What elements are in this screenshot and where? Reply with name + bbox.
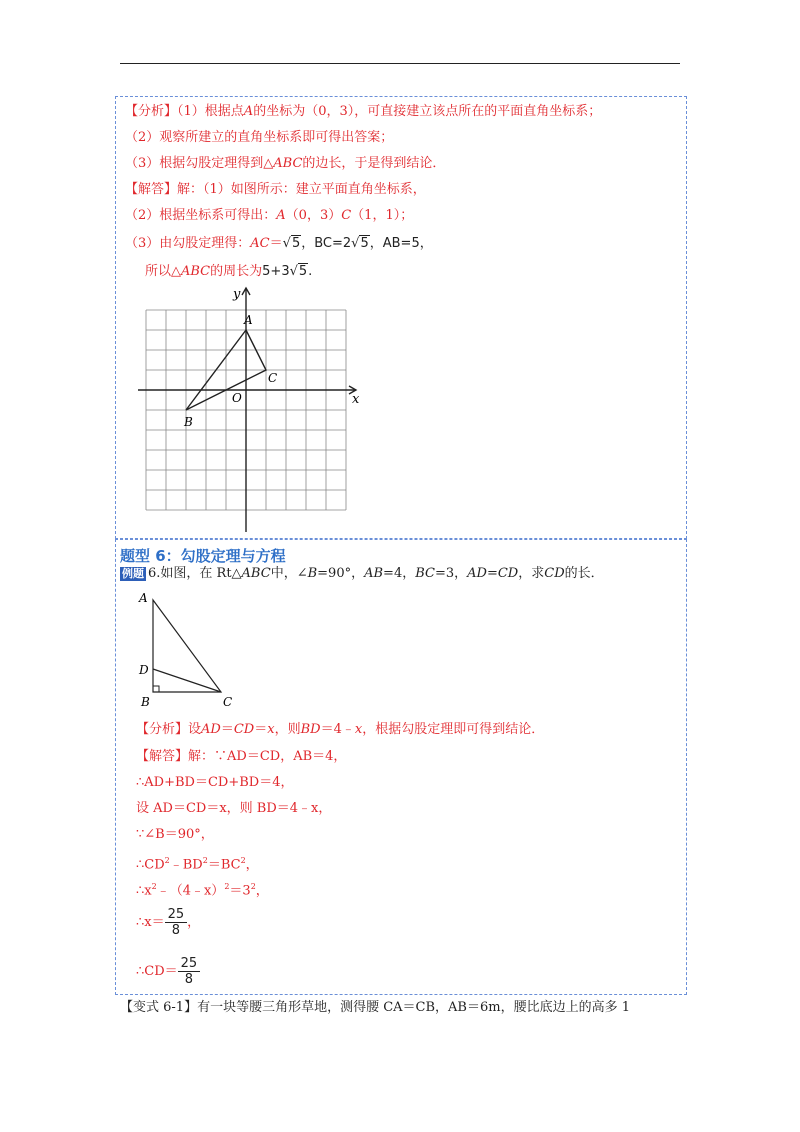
right-angle-mark [153, 686, 159, 692]
point-label-B: B [184, 415, 193, 429]
example-statement: 例题 6.如图，在 Rt△ABC中，∠B=90°，AB=4，BC=3，AD=CD，求CD的长． [122, 566, 604, 581]
answer2-line-8: ∴CD＝ $\frac{25}{8}$ [136, 956, 200, 987]
analysis-line-2: （2）观察所建立的直角坐标系即可得出答案； [125, 130, 394, 145]
fraction-25-8-b: $\frac{25}{8}$ [178, 956, 201, 987]
x-axis-label: x [352, 392, 360, 407]
answer-line-1: 【解答】解：（1）如图所示：建立平面直角坐标系， [125, 182, 426, 197]
analysis-line-1: 【分析】（1）根据点A的坐标为（0，3），可直接建立该点所在的平面直角坐标系； [125, 104, 602, 119]
answer-line-3: （3）由勾股定理得：AC＝√5，BC=2√5，AB=5， [125, 236, 433, 251]
point-label-C: C [268, 371, 278, 385]
answer-line-2: （2）根据坐标系可得出：A（0，3）C（1，1）； [125, 208, 414, 223]
analysis-line-3: （3）根据勾股定理得到△ABC的边长，于是得到结论． [125, 156, 446, 171]
segment-dc [153, 669, 221, 692]
section-heading: 题型 6：勾股定理与方程 [120, 547, 286, 565]
analysis2-line: 【分析】设AD＝CD＝x，则BD＝4﹣x，根据勾股定理即可得到结论． [136, 722, 545, 737]
answer-line-4: 所以△ABC的周长为5+3√5. [145, 264, 313, 279]
label-B: B [141, 695, 150, 709]
label-D: D [139, 663, 149, 677]
label-A: A [139, 591, 148, 605]
sqrt-5-a: √5 [282, 236, 301, 251]
answer2-line-3: 设 AD＝CD＝x，则 BD＝4﹣x， [136, 801, 332, 816]
answer2-line-2: ∴AD+BD＝CD+BD＝4， [136, 775, 294, 790]
answer2-line-5: $\therefore CD^2﹣BD^2=BC^2$， [136, 856, 259, 873]
triangle-abc [153, 600, 221, 692]
sqrt-5-b: √5 [351, 236, 369, 251]
variant-statement: 【变式 6-1】有一块等腰三角形草地，测得腰 CA＝CB，AB＝6m，腰比底边上的高多 1 [120, 1000, 630, 1015]
sqrt-5-c: √5 [289, 264, 308, 279]
header-rule [120, 63, 680, 64]
origin-label: O [232, 391, 242, 405]
triangle-figure [135, 588, 245, 710]
answer2-line-6: $\therefore x^2﹣(4﹣x)^2=3^2$， [136, 882, 269, 899]
point-label-A: A [244, 313, 253, 327]
label-C: C [223, 695, 233, 709]
coordinate-graph [130, 282, 370, 534]
answer2-line-1: 【解答】解：∵AD＝CD，AB＝4， [136, 749, 347, 764]
fraction-25-8-a: $\frac{25}{8}$ [165, 907, 188, 938]
answer2-line-4: ∵∠B＝90°， [136, 827, 214, 842]
answer2-line-7: ∴x＝ $\frac{25}{8}$ ， [136, 907, 201, 938]
example-tag: 例题 [122, 567, 144, 580]
y-axis-label: y [233, 287, 241, 302]
